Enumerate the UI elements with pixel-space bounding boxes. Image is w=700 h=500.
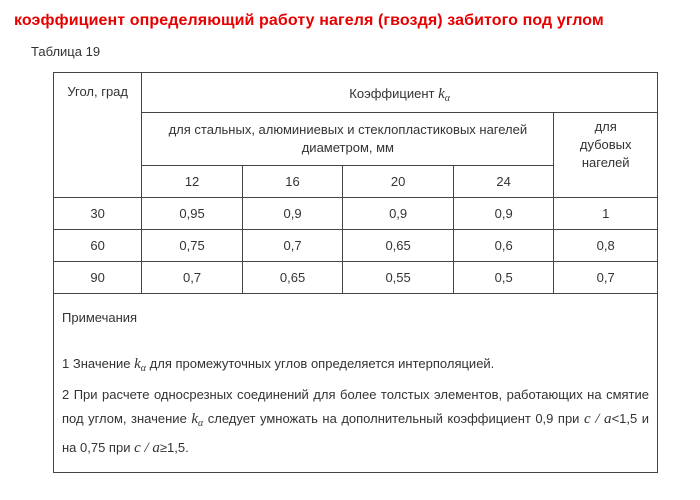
table-cell: 0,8 [554,230,658,262]
header-steel-nails: для стальных, алюминиевых и стеклопластиковых нагелей диаметром, мм [142,113,554,166]
c-over-a-symbol: c / a [134,440,160,456]
table-cell: 0,75 [142,230,242,262]
table-cell: 0,6 [453,230,553,262]
table-row [54,198,658,230]
table-cell: 0,7 [242,230,342,262]
k-alpha-symbol: $k_\alpha$ [438,86,451,104]
row-angle: 30 [54,198,142,230]
header-angle: Угол, град [54,73,142,198]
table-cell: 0,55 [343,262,454,294]
header-diameter-12: 12 [142,166,242,198]
table-cell: 0,7 [142,262,242,294]
table-cell: 0,9 [343,198,454,230]
row-angle: 60 [54,230,142,262]
row-angle: 90 [54,262,142,294]
notes-heading: Примечания [62,310,138,325]
table-cell: 0,95 [142,198,242,230]
table-row [54,262,658,294]
table-cell: 0,9 [242,198,342,230]
header-diameter-20: 20 [343,166,454,198]
table-cell: 0,65 [343,230,454,262]
header-coefficient-label: Коэффициент [349,86,435,101]
header-coefficient [142,73,658,113]
header-oak-nails: для дубовых нагелей [554,113,658,198]
table-row [54,230,658,262]
note-2: 2 При расчете односрезных соединений для более толстых элементов, работающих на смятие под углом, значение $k_\alpha$ следует умножать на дополнительный коэффициент 0,9 при c / a<1,5 и на 0,75 при c / a≥1,5. [62,387,649,456]
coefficient-table [53,72,658,473]
notes-cell [54,294,658,473]
note-1: 1 Значение $k_\alpha$ для промежуточных углов определяется интерполяцией. [62,356,495,374]
header-diameter-16: 16 [242,166,342,198]
c-over-a-symbol: c / a [583,411,612,427]
table-cell: 0,9 [453,198,553,230]
table-cell: 1 [554,198,658,230]
table-caption: Таблица 19 [31,44,101,59]
page-title: коэффициент определяющий работу нагеля (гвоздя) забитого под углом [14,12,604,29]
table-cell: 0,5 [453,262,553,294]
header-diameter-24: 24 [453,166,553,198]
k-alpha-symbol: $k_\alpha$ [191,411,204,429]
table-cell: 0,65 [242,262,342,294]
k-alpha-symbol: $k_\alpha$ [134,356,147,374]
table-cell: 0,7 [554,262,658,294]
